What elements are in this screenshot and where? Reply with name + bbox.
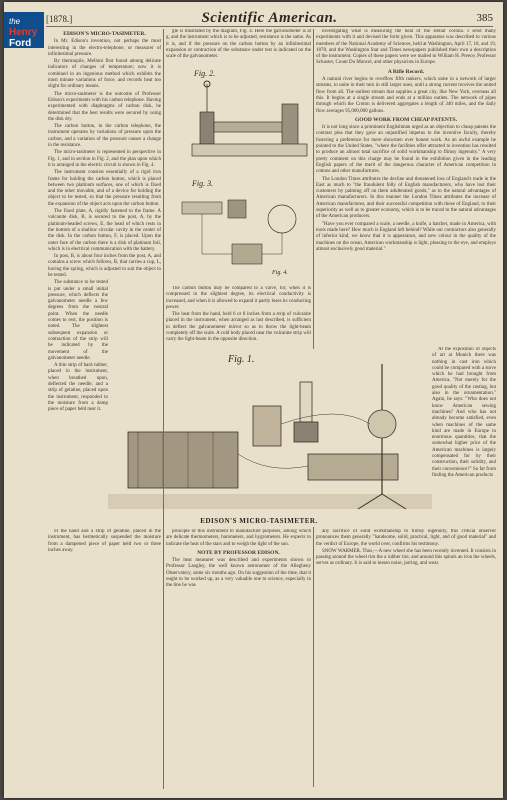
micro-tasimeter-apparatus-illustration	[108, 344, 432, 514]
page-header	[46, 10, 493, 27]
column-1: EDISON'S MICRO-TASIMETER. In Mr. Edison's invention, not perhaps the most interesting in the electro-telephone, or measurer of infinitesimal pressure. By thermopile, Melloni first found among delicate indicators of changes of temperature; now it is combined in an ingenious method which exhibits the most minute variations of force, and records heat too slight for ordinary means. The micro-tasimeter is the outcome of Professor Edison's experiments with his carbon telephone. Having experimented with diaphragms of carbon disk, he determined that the best results were secured by using the disk dry. The carbon button, in the carbon telephone, the instrument operates by variations of pressure upon the carbon, and a variation of the pressure causes a change in the resistance. The micro-tasimeter is represented in perspective in Fig. 1, and in section in Fig. 2, and the plan upon which it is arranged in the electric circuit is shown in Fig. 4. The instrument consists essentially of a rigid iron frame for holding the carbon button, which is placed between two platinum surfaces, one of which is fixed and the other movable, and of a device for holding the object to be tested, so that the pressure resulting from the expansion of the object acts upon the carbon button. The fixed plate, A, rigidly fastened to the frame. A vulcanite disk, B, is secured to the post, A, by the platinum-headed screws, E, the head of which rests in the bottom of a shallow circular cavity in the center of the disk. In the carbon button, F, is placed. Upon the outer face of the carbon there is a disk of platinum foil, which is in electrical communication with the battery. In post, B, is about four inches from the post, A, and contains a screw which follows, B, that carries a cup, L, having the spring, which is adjusted to suit the object to be tested. The substance to be tested is put under a small initial pressure, which deflects the galvanometer needle a few degrees from the neutral point. When the needle comes to rest, the position is noted. The slightest subsequent expansion or contraction of the strip will be indicated by the movement of the galvanometer needle. A thin strip of hard rubber, placed in the instrument, when breathed upon, deflected the needle; and a strip of gelatine, placed upon the instrument, responded to the moisture from a damp piece of paper held near it.	[48, 31, 161, 413]
section-heading: GOOD WORK FROM CHEAP PATENTS.	[355, 116, 457, 123]
column-2-top: gle is illustrated by the diagram, Fig. 4. Here the galvanometer is at g, and the instrument which is to be adjusted, resistance is the same. As it is, and if the pressure on the carbon button by an infinitesimal expansion or contraction of the substance under test is indicated on the scale of the galvanometer.	[166, 29, 311, 60]
svg-text:Fig. 4.: Fig. 4.	[272, 270, 288, 276]
column-divider	[313, 29, 314, 349]
column-divider	[313, 527, 314, 787]
henry-ford-logo: the Henry Ford	[4, 12, 44, 48]
svg-text:Fig. 2.: Fig. 2.	[194, 69, 216, 78]
page-number: 385	[476, 12, 493, 24]
column-3: investigating what is measuring the heat of the stellar corona. I send many experiments with it and devised the form given. This apparatus was described to various members of the National Academy of Sciences, held at Washington, April 17, 18, and 19, 1878, and the Washington Star and Times newspapers published their own a description of the instrument. Copies of these papers were we mailed to William H. Preece, Professor Schuster, Count Du Moncel, and other physicists in Europe. A Rifle Record. A natural river begins to overflow fifth rankers, which unite in a network of larger streams, to unite in their turn in still larger ones, until a strong current receives the united flow from all. The earliest stream that supplies a great city, like New York, overseas all this. It begins at a single stream and ends at a million outlets. The network of pipes through which the Croton is delivered aggregates a length of 340 miles, and the daily flow averages 95,000,000 gallons. GOOD WORK FROM CHEAP PATENTS. It is not long since a prominent Englishman urged as an objection to cheap patents the contrast plea that they gave an unjustified impetus to the inventive faculty, thereby fostering a preference for mere showmen over honest work. As an awful example he pointed to the United States, "where the facilities offer attracted to invention has resulted to produce an almost total sacrifice of solid workmanship to flimsy ingenuity." A very pretty comment on this charge may be found in the exhibition given in the leading English papers of the merit of the dangerous character of American competition in cottons and other manufactures. The London Times attributes the decline and threatened loss of England's trade in the East as much to "the fraudulent folly of English manufacturers, who have lost their customers by palming off on them adulterated goods," as to the natural advantages of American manufacturers. In this manner the London Times attributes the increase of American manufactures, and their successful competition with those of England, to their superiority as well as to greater economy, which is to be traced to the natural advantages of the American producers. "Have you ever compared a scale, a needle, a knife, a hatchet, made in America, with tools made here? How much is England left behind? While our contractors also generally of inferior kind, we know that it is appearance, and new colour in the quality of the machines on the ocean, American workmanship is light, pleasing to the eye, and employs almost exclusively good material."	[316, 29, 496, 252]
svg-text:Fig. 1.: Fig. 1.	[228, 354, 255, 365]
column-divider	[163, 29, 164, 789]
figure-caption: EDISON'S MICRO-TASIMETER.	[200, 517, 318, 525]
masthead: Scientific American.	[201, 10, 338, 26]
article-heading: EDISON'S MICRO-TASIMETER.	[63, 31, 146, 37]
circuit-diagram-illustration	[172, 174, 312, 284]
column-2-bottom: The carbon button may be compared to a valve, for, when it is compressed in the slightest degree, its electrical conductivity is increased, and when it is allowed to expand it partly loses its conducting power. The heat from the hand, held 6 or 8 inches from a strip of vulcanite placed in the instrument, when arranged as last described, is sufficient to deflect the galvanometer mirror so as to throw the light-beam completely off the scale. A cold body placed near the vulcanite strip will carry the light-beam in the opposite direction.	[166, 286, 311, 343]
figure-2	[172, 64, 312, 172]
svg-text:Fig. 3.: Fig. 3.	[192, 179, 214, 188]
bottom-column-1: of the hand and a strip of gelatine, placed in the instrument, has hermetically suspended the moisture from a dampened piece of paper held two or three inches away.	[48, 529, 161, 553]
figure-1	[108, 344, 432, 514]
section-heading: A Rifle Record.	[387, 68, 425, 75]
micro-tasimeter-section-illustration	[172, 64, 312, 172]
column-3-narrow: At the exposition of objects of art at Munich there was nothing in cast iron which could be compared with a stove which he had brought from America. "Not merely for the good quality of the casting, but also in the ornamentation." Again, he says: "Who does not know American sewing machines? And who has not already become satisfied, even when machines of the same kind are made in Europe in enormous quantities, that the somewhat higher price of the American machines is largely compensated for by their construction, their solidity, and their convenience?" So far from finding the American products	[432, 347, 496, 478]
newspaper-page	[4, 2, 503, 798]
figure-3-4	[172, 174, 312, 284]
bottom-column-2: principle of this instrument to manufacture purposes, among which are delicate thermometers, barometers, and hygrometers. He expects to indicate the heat of the stars and to weigh the light of the sun. NOTE BY PROFESSOR EDISON. The heat measurer was described and experiments shown to Professor Langley, the well known astronomer of the Allegheny Observatory, some six months ago. On his suggestion of the time, that it ought to be worked up, as a very valuable one to science, especially in the line he was	[166, 529, 311, 589]
issue-date: [1878.]	[46, 14, 73, 24]
bottom-column-3: any sacrifice of solid workmanship to flimsy ingenuity, this critical observer pronounces them generally "handsome, solid, practical, light, and of good material" and the verdict of Europe, the world over, confirms his testimony. SNOW WARMER. Thus,—A new wheel she has been recently invented. It consists in passing around the wheel rim the a rubber tire, and around this spirals an iron the wheels, serves as ordinary. It is said to lessen noise, jarring, and wear.	[316, 529, 496, 567]
